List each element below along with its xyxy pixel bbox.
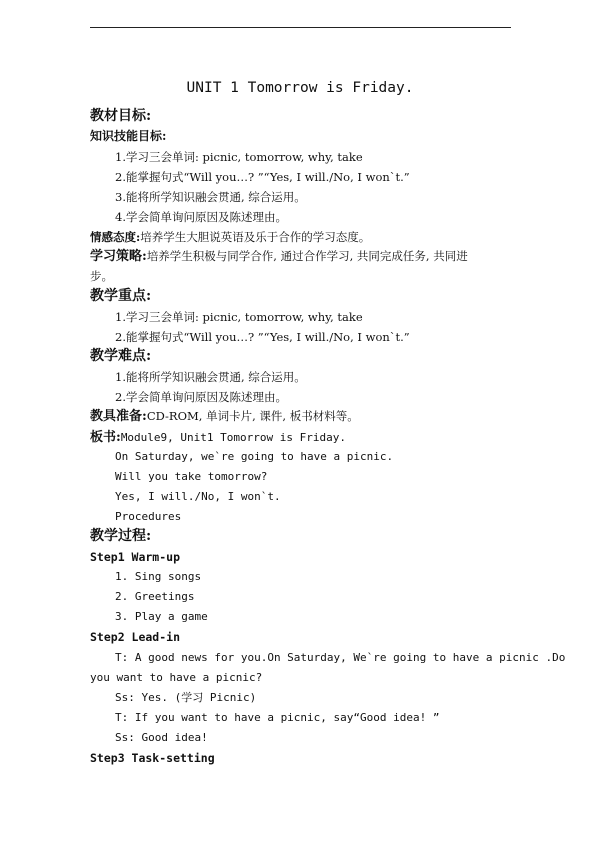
difficulty-item: 1.能将所学知识融会贯通, 综合运用。 [115,370,306,384]
knowledge-item: 4.学会简单询问原因及陈述理由。 [115,210,287,224]
board-text: Module9, Unit1 Tomorrow is Friday. [120,431,346,444]
strategy-text-continued: 步。 [90,269,113,283]
key-points-heading: 教学重点: [90,288,152,304]
board-paragraph [90,429,346,446]
strategy-text: 培养学生积极与同学合作, 通过合作学习, 共同完成任务, 共同进 [146,249,468,263]
strategy-label: 学习策略: [90,249,147,264]
step2-teacher-line-continued: you want to have a picnic? [90,671,263,684]
step2-title: Step2 Lead-in [90,630,181,644]
attitude-text: 培养学生大胆说英语及乐于合作的学习态度。 [140,230,371,244]
step2-teacher-line: T: If you want to have a picnic, say“Good idea! ” [115,711,440,724]
board-line: Will you take tomorrow? [115,470,268,483]
objectives-heading: 教材目标: [90,108,152,124]
key-item: 1.学习三会单词: picnic, tomorrow, why, take [115,310,363,324]
knowledge-item: 2.能掌握句式“Will you…? ”“Yes, I will./No, I won`t.” [115,170,410,184]
board-line: Yes, I will./No, I won`t. [115,490,281,503]
strategy-paragraph [90,248,468,265]
tools-paragraph [90,408,359,425]
step2-students-line: Ss: Yes. (学习 Picnic) [115,691,257,704]
tools-text: CD-ROM, 单词卡片, 课件, 板书材料等。 [146,409,359,423]
knowledge-item: 1.学习三会单词: picnic, tomorrow, why, take [115,150,363,164]
difficulty-heading: 教学难点: [90,348,152,364]
header-rule [90,27,511,28]
process-heading: 教学过程: [90,528,152,544]
step1-item: 2. Greetings [115,590,195,603]
key-item: 2.能掌握句式“Will you…? ”“Yes, I will./No, I won`t.” [115,330,410,344]
board-line: Procedures [115,510,182,523]
knowledge-item: 3.能将所学知识融会贯通, 综合运用。 [115,190,306,204]
step1-item: 1. Sing songs [115,570,202,583]
step2-students-line: Ss: Good idea! [115,731,208,744]
board-label: 板书: [90,430,121,445]
document-title: UNIT 1 Tomorrow is Friday. [186,80,414,96]
step1-item: 3. Play a game [115,610,208,623]
knowledge-heading: 知识技能目标: [90,129,167,143]
step2-teacher-line: T: A good news for you.On Saturday, We`re going to have a picnic .Do [115,651,566,664]
tools-label: 教具准备: [90,409,147,424]
step3-title: Step3 Task-setting [90,751,215,765]
attitude-label: 情感态度: [90,230,141,244]
difficulty-item: 2.学会简单询问原因及陈述理由。 [115,390,287,404]
attitude-paragraph [90,229,370,245]
board-line: On Saturday, we`re going to have a picnic. [115,450,394,463]
step1-title: Step1 Warm-up [90,550,181,564]
